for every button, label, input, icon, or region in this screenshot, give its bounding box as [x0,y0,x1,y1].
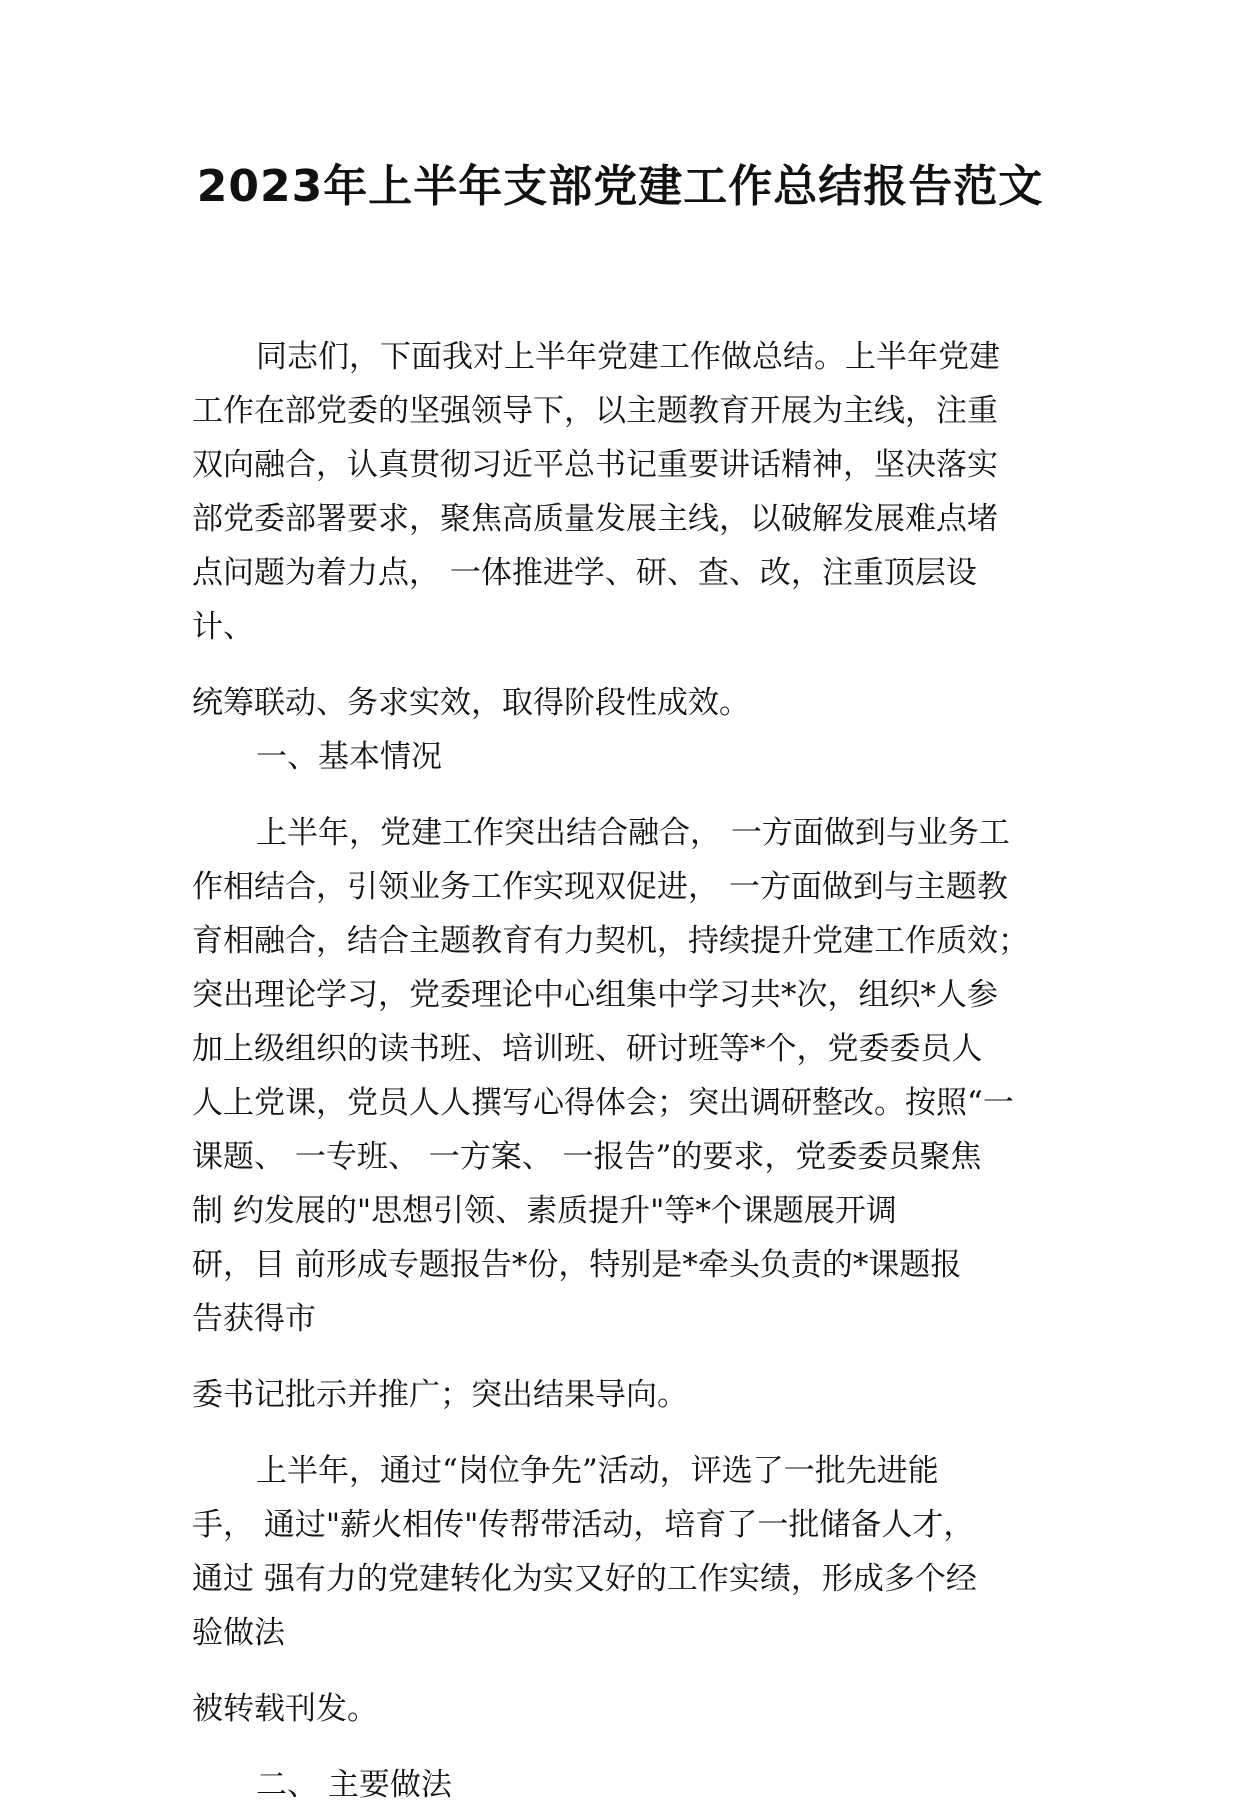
text-line: 作相结合，引领业务工作实现双促进， 一方面做到与主题教 [192,869,1008,905]
text-line: 二、 主要做法 [256,1767,452,1803]
text-line: 被转载刊发。 [192,1691,378,1727]
text-line: 部党委部署要求，聚焦高质量发展主线，以破解发展难点堵 [192,501,998,537]
text-line: 手， 通过"薪火相传"传帮带活动，培育了一批储备人才， [192,1507,975,1543]
text-line: 研，目 前形成专题报告*份，特别是*牵头负责的*课题报 [192,1247,962,1283]
text-line: 制 约发展的"思想引领、素质提升"等*个课题展开调 [192,1193,897,1229]
text-line: 上半年，通过“岗位争先”活动，评选了一批先进能 [256,1453,939,1489]
text-line: 委书记批示并推广；突出结果导向。 [192,1377,688,1413]
text-line: 点问题为着力点， 一体推进学、研、查、改，注重顶层设 [192,555,977,591]
text-line: 课题、 一专班、 一方案、 一报告”的要求，党委委员聚焦 [192,1139,982,1175]
text-line: 育相融合，结合主题教育有力契机，持续提升党建工作质效； [192,923,1029,959]
text-line: 计、 [192,609,254,645]
text-line: 告获得市 [192,1301,316,1337]
text-line: 加上级组织的读书班、培训班、研讨班等*个，党委委员人 [192,1031,983,1067]
document-body [192,330,1072,1812]
text-line: 工作在部党委的坚强领导下，以主题教育开展为主线，注重 [192,393,998,429]
text-line: 同志们，下面我对上半年党建工作做总结。上半年党建 [256,339,1000,375]
text-line: 通过 强有力的党建转化为实又好的工作实绩，形成多个经 [192,1561,977,1597]
text-line: 验做法 [192,1615,285,1651]
text-line: 上半年，党建工作突出结合融合， 一方面做到与业务工 [256,815,1010,851]
document-title: 2023年上半年支部党建工作总结报告范文 [196,161,1044,212]
text-line: 双向融合，认真贯彻习近平总书记重要讲话精神，坚决落实 [192,447,998,483]
text-line: 一、基本情况 [256,739,442,775]
text-line: 人上党课，党员人人撰写心得体会；突出调研整改。按照“一 [192,1085,1014,1121]
text-line: 统筹联动、务求实效，取得阶段性成效。 [192,685,750,721]
text-line: 突出理论学习，党委理论中心组集中学习共*次，组织*人参 [192,977,998,1013]
